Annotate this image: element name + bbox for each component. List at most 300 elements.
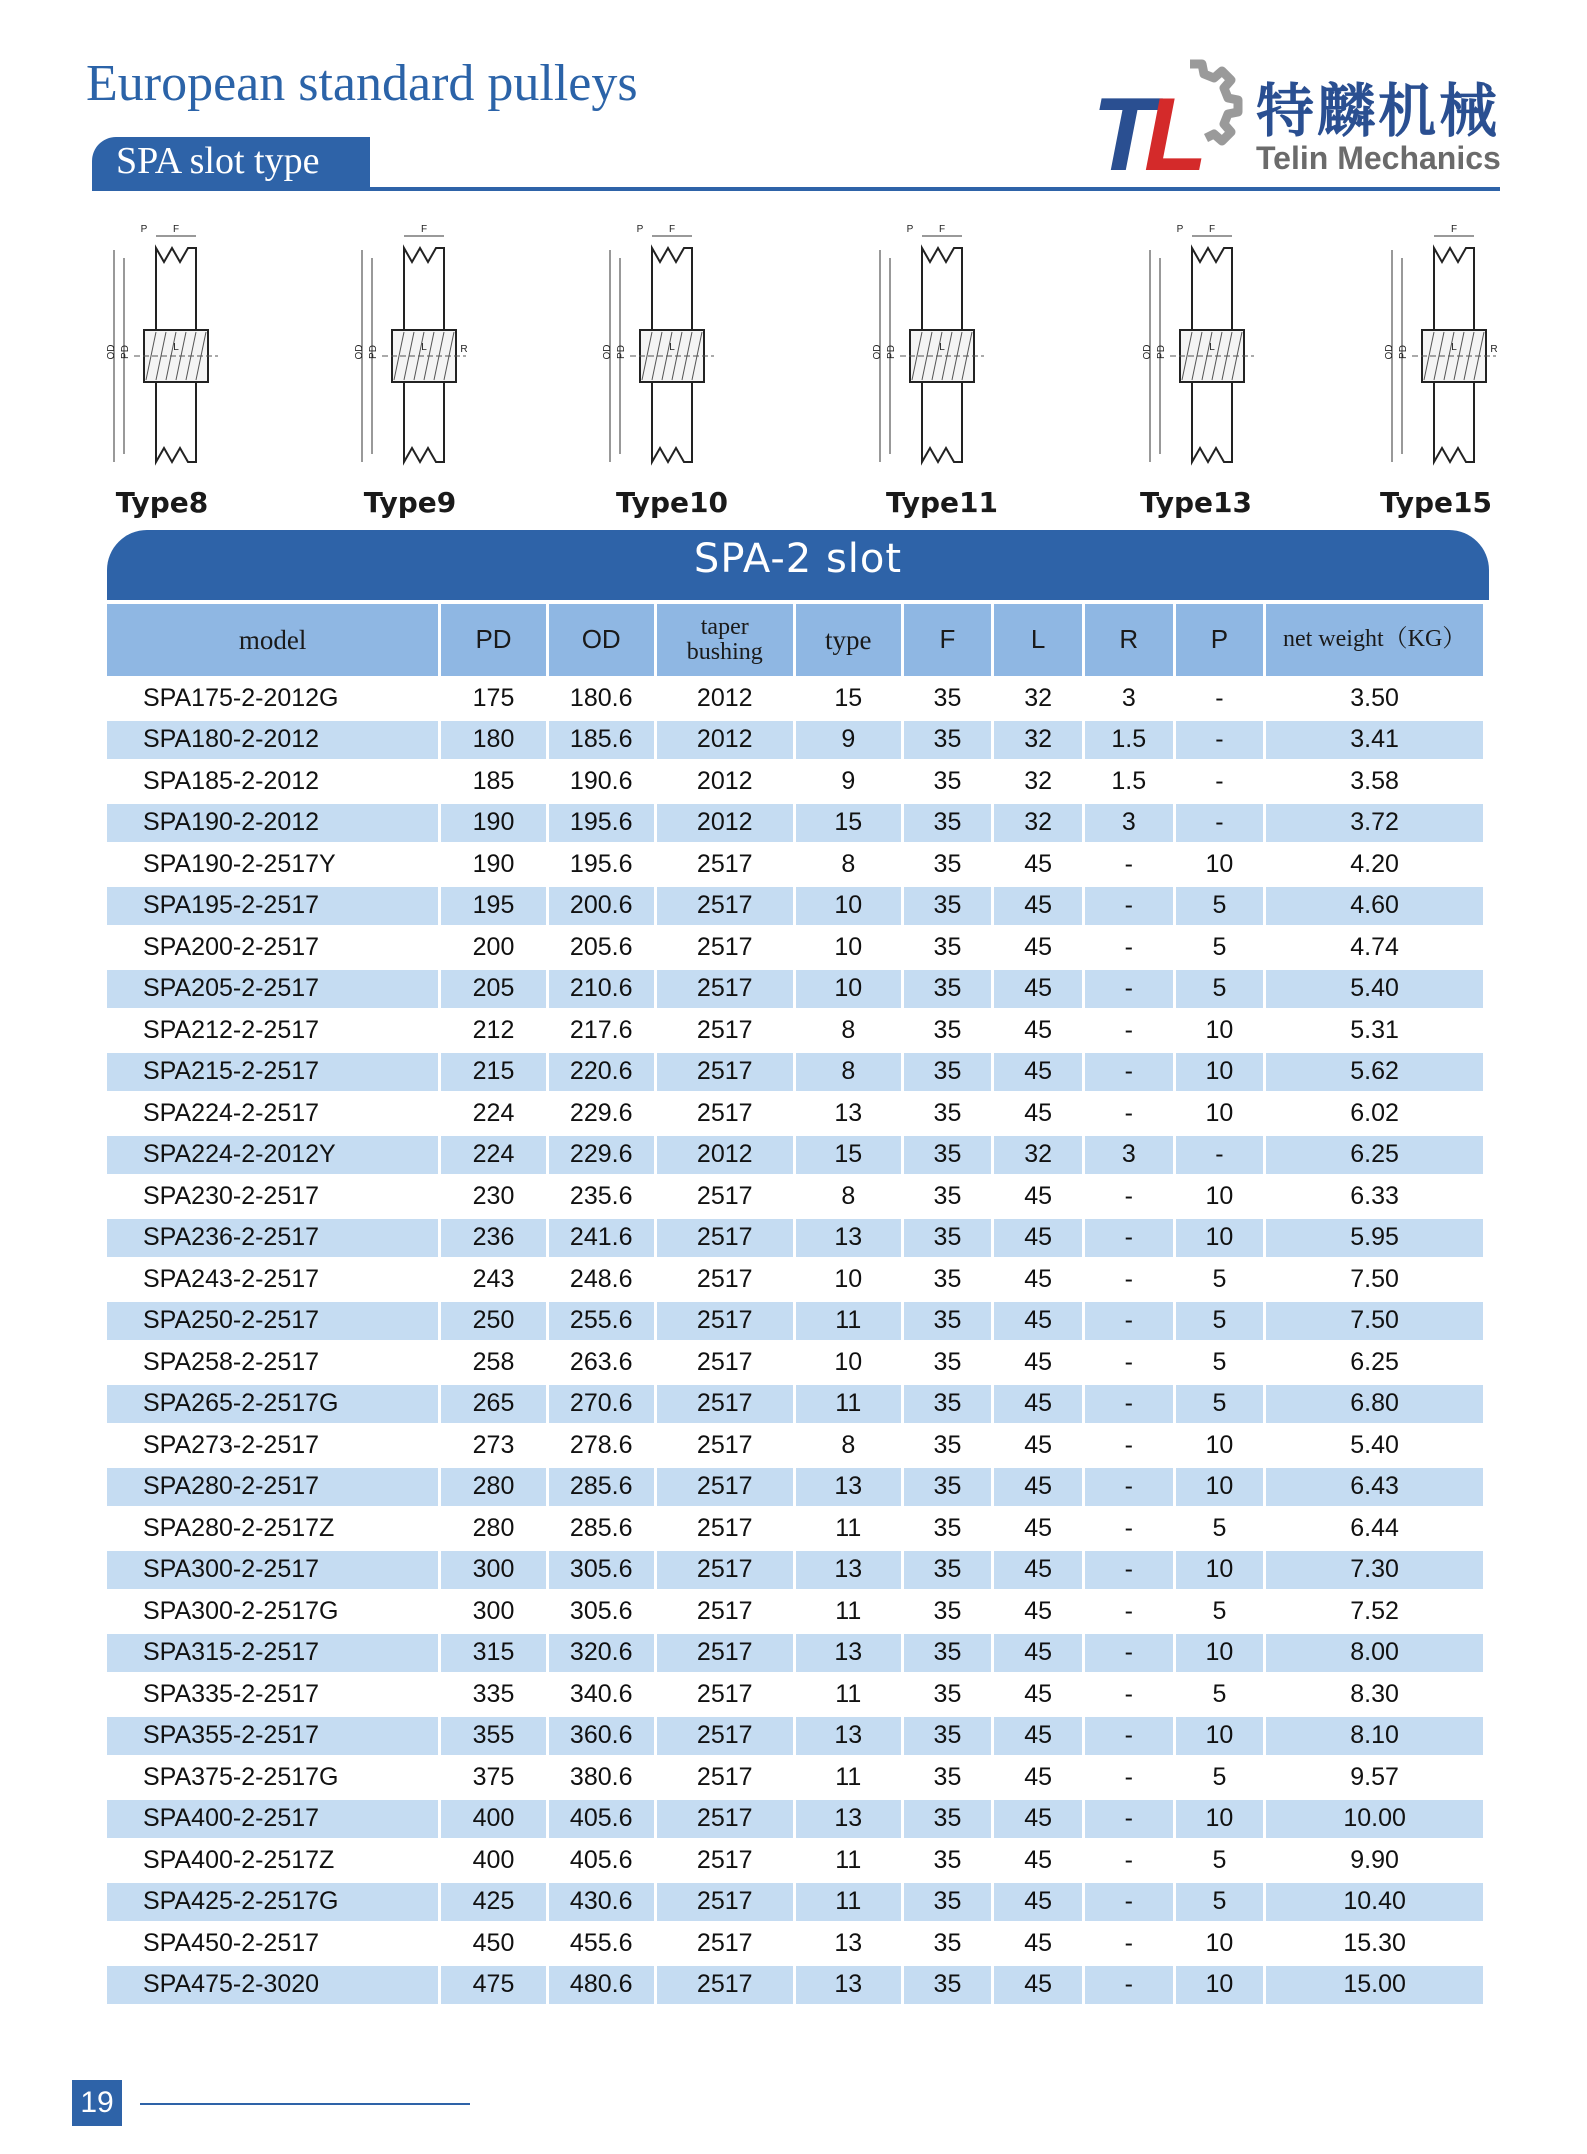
cell-l: 45 <box>994 1423 1082 1465</box>
p-mark: P <box>140 224 148 235</box>
cell-model: SPA190-2-2012 <box>107 801 438 843</box>
cell-l: 45 <box>994 1174 1082 1216</box>
cell-model: SPA224-2-2012Y <box>107 1133 438 1175</box>
cell-l: 45 <box>994 967 1082 1009</box>
header-divider <box>92 187 1500 191</box>
cell-l: 45 <box>994 1091 1082 1133</box>
cell-type: 11 <box>796 1589 901 1631</box>
cell-type: 13 <box>796 1091 901 1133</box>
cell-pd: 258 <box>441 1340 546 1382</box>
cell-r: - <box>1085 1631 1173 1673</box>
page-number: 19 <box>80 2086 114 2119</box>
cell-l: 45 <box>994 1465 1082 1507</box>
cell-p: 5 <box>1176 967 1264 1009</box>
cell-type: 8 <box>796 1008 901 1050</box>
cell-pd: 190 <box>441 842 546 884</box>
cell-r: - <box>1085 1548 1173 1590</box>
cell-type: 15 <box>796 1133 901 1175</box>
cell-f: 35 <box>904 1091 992 1133</box>
cell-net-weight: 8.00 <box>1266 1631 1483 1673</box>
type-label: Type10 <box>615 486 729 519</box>
cell-od: 270.6 <box>549 1382 654 1424</box>
cell-p: - <box>1176 801 1264 843</box>
cell-pd: 400 <box>441 1797 546 1839</box>
col-header-pd: PD <box>441 604 546 676</box>
cell-l: 45 <box>994 1631 1082 1673</box>
cell-l: 32 <box>994 759 1082 801</box>
cell-model: SPA315-2-2517 <box>107 1631 438 1673</box>
cell-taper-bushing: 2012 <box>657 1133 793 1175</box>
cell-net-weight: 6.44 <box>1266 1506 1483 1548</box>
cell-type: 11 <box>796 1838 901 1880</box>
od-mark: OD <box>354 344 365 360</box>
cell-r: 1.5 <box>1085 718 1173 760</box>
cell-net-weight: 10.40 <box>1266 1880 1483 1922</box>
cell-type: 11 <box>796 1382 901 1424</box>
cell-model: SPA200-2-2517 <box>107 925 438 967</box>
cell-model: SPA355-2-2517 <box>107 1714 438 1756</box>
col-header-taper-bushing <box>657 604 793 676</box>
cell-net-weight: 5.62 <box>1266 1050 1483 1092</box>
cell-type: 8 <box>796 1050 901 1092</box>
cell-r: 3 <box>1085 1133 1173 1175</box>
cell-f: 35 <box>904 1340 992 1382</box>
cell-p: 5 <box>1176 884 1264 926</box>
cell-pd: 224 <box>441 1133 546 1175</box>
f-mark: F <box>172 224 180 235</box>
cell-l: 45 <box>994 1008 1082 1050</box>
cell-p: 10 <box>1176 1465 1264 1507</box>
cell-net-weight: 9.90 <box>1266 1838 1483 1880</box>
table-header-row <box>107 604 1483 676</box>
cell-net-weight: 3.58 <box>1266 759 1483 801</box>
cell-l: 45 <box>994 1299 1082 1341</box>
cell-p: 5 <box>1176 1755 1264 1797</box>
cell-taper-bushing: 2517 <box>657 842 793 884</box>
cell-f: 35 <box>904 1797 992 1839</box>
cell-l: 45 <box>994 1880 1082 1922</box>
cell-pd: 205 <box>441 967 546 1009</box>
cell-pd: 315 <box>441 1631 546 1673</box>
cell-l: 45 <box>994 1921 1082 1963</box>
cell-net-weight: 5.40 <box>1266 967 1483 1009</box>
cell-model: SPA300-2-2517G <box>107 1589 438 1631</box>
cell-f: 35 <box>904 1838 992 1880</box>
cell-type: 11 <box>796 1672 901 1714</box>
cell-taper-bushing: 2517 <box>657 1423 793 1465</box>
cell-pd: 335 <box>441 1672 546 1714</box>
cell-p: - <box>1176 759 1264 801</box>
cell-model: SPA185-2-2012 <box>107 759 438 801</box>
pulley-diagram-6 <box>1382 222 1512 472</box>
cell-r: - <box>1085 1755 1173 1797</box>
cell-net-weight: 10.00 <box>1266 1797 1483 1839</box>
p-mark: P <box>906 224 914 235</box>
cell-r: - <box>1085 1008 1173 1050</box>
pd-mark: PD <box>616 345 627 359</box>
cell-od: 360.6 <box>549 1714 654 1756</box>
cell-r: - <box>1085 1299 1173 1341</box>
cell-r: 1.5 <box>1085 759 1173 801</box>
cell-r: - <box>1085 1506 1173 1548</box>
cell-r: - <box>1085 842 1173 884</box>
cell-f: 35 <box>904 1216 992 1258</box>
cell-type: 8 <box>796 1423 901 1465</box>
cell-od: 305.6 <box>549 1548 654 1590</box>
cell-l: 45 <box>994 842 1082 884</box>
cell-f: 35 <box>904 1174 992 1216</box>
cell-net-weight: 7.50 <box>1266 1257 1483 1299</box>
r-mark: R <box>1490 344 1498 355</box>
cell-l: 45 <box>994 925 1082 967</box>
cell-pd: 280 <box>441 1506 546 1548</box>
cell-f: 35 <box>904 842 992 884</box>
cell-f: 35 <box>904 1008 992 1050</box>
table-row <box>107 1340 1483 1382</box>
pd-mark: PD <box>1156 345 1167 359</box>
cell-f: 35 <box>904 759 992 801</box>
cell-net-weight: 4.74 <box>1266 925 1483 967</box>
cell-type: 15 <box>796 676 901 718</box>
cell-r: - <box>1085 1216 1173 1258</box>
col-header-f: F <box>904 604 992 676</box>
cell-f: 35 <box>904 1465 992 1507</box>
cell-l: 32 <box>994 676 1082 718</box>
table-row <box>107 1382 1483 1424</box>
cell-type: 13 <box>796 1631 901 1673</box>
cell-od: 195.6 <box>549 801 654 843</box>
l-mark: L <box>669 342 675 353</box>
cell-type: 13 <box>796 1548 901 1590</box>
cell-p: 5 <box>1176 1382 1264 1424</box>
table-row <box>107 1465 1483 1507</box>
cell-model: SPA224-2-2517 <box>107 1091 438 1133</box>
f-mark: F <box>668 224 676 235</box>
cell-taper-bushing: 2517 <box>657 884 793 926</box>
cell-r: - <box>1085 1174 1173 1216</box>
cell-od: 195.6 <box>549 842 654 884</box>
cell-f: 35 <box>904 925 992 967</box>
cell-f: 35 <box>904 1299 992 1341</box>
cell-model: SPA215-2-2517 <box>107 1050 438 1092</box>
cell-taper-bushing: 2012 <box>657 718 793 760</box>
cell-r: 3 <box>1085 676 1173 718</box>
cell-l: 45 <box>994 1838 1082 1880</box>
cell-type: 13 <box>796 1216 901 1258</box>
cell-od: 455.6 <box>549 1921 654 1963</box>
od-mark: OD <box>602 344 613 360</box>
cell-od: 235.6 <box>549 1174 654 1216</box>
pd-mark: PD <box>1398 345 1409 359</box>
cell-taper-bushing: 2517 <box>657 1506 793 1548</box>
cell-net-weight: 3.72 <box>1266 801 1483 843</box>
cell-taper-bushing: 2517 <box>657 1755 793 1797</box>
cell-r: - <box>1085 1050 1173 1092</box>
cell-model: SPA375-2-2517G <box>107 1755 438 1797</box>
cell-p: 10 <box>1176 1050 1264 1092</box>
col-header-model: model <box>107 604 438 676</box>
cell-pd: 250 <box>441 1299 546 1341</box>
type-label: Type11 <box>885 486 999 519</box>
cell-pd: 355 <box>441 1714 546 1756</box>
cell-f: 35 <box>904 1589 992 1631</box>
cell-taper-bushing: 2517 <box>657 1465 793 1507</box>
cell-p: 10 <box>1176 1548 1264 1590</box>
cell-l: 45 <box>994 1797 1082 1839</box>
cell-od: 430.6 <box>549 1880 654 1922</box>
cell-p: - <box>1176 1133 1264 1175</box>
cell-r: - <box>1085 1672 1173 1714</box>
type-label: Type8 <box>115 486 209 519</box>
table-row <box>107 1008 1483 1050</box>
page-title: European standard pulleys <box>86 55 638 112</box>
cell-r: - <box>1085 1589 1173 1631</box>
table-row <box>107 1755 1483 1797</box>
cell-taper-bushing: 2012 <box>657 801 793 843</box>
cell-l: 45 <box>994 1755 1082 1797</box>
cell-pd: 300 <box>441 1589 546 1631</box>
cell-type: 11 <box>796 1299 901 1341</box>
cell-r: 3 <box>1085 801 1173 843</box>
cell-od: 255.6 <box>549 1299 654 1341</box>
r-mark: R <box>460 344 468 355</box>
table-row <box>107 1880 1483 1922</box>
l-mark: L <box>173 342 179 353</box>
cell-model: SPA230-2-2517 <box>107 1174 438 1216</box>
cell-r: - <box>1085 1797 1173 1839</box>
cell-p: 10 <box>1176 842 1264 884</box>
cell-r: - <box>1085 1838 1173 1880</box>
f-mark: F <box>420 224 428 235</box>
cell-p: 5 <box>1176 1880 1264 1922</box>
cell-pd: 224 <box>441 1091 546 1133</box>
cell-net-weight: 6.02 <box>1266 1091 1483 1133</box>
cell-net-weight: 4.60 <box>1266 884 1483 926</box>
table-row <box>107 884 1483 926</box>
cell-pd: 300 <box>441 1548 546 1590</box>
pulley-diagram-5 <box>1140 222 1270 472</box>
logo-letter-l: L <box>1144 77 1208 188</box>
pd-mark: PD <box>368 345 379 359</box>
cell-f: 35 <box>904 1672 992 1714</box>
cell-taper-bushing: 2517 <box>657 1548 793 1590</box>
cell-f: 35 <box>904 718 992 760</box>
pulley-diagram-1 <box>104 222 234 472</box>
cell-taper-bushing: 2517 <box>657 1174 793 1216</box>
cell-taper-bushing: 2517 <box>657 1921 793 1963</box>
section-subtitle: SPA slot type <box>116 140 320 182</box>
l-mark: L <box>1209 342 1215 353</box>
col-header-p: P <box>1176 604 1264 676</box>
table-row <box>107 1921 1483 1963</box>
cell-taper-bushing: 2517 <box>657 1382 793 1424</box>
cell-pd: 175 <box>441 676 546 718</box>
cell-od: 229.6 <box>549 1133 654 1175</box>
cell-od: 285.6 <box>549 1506 654 1548</box>
cell-taper-bushing: 2517 <box>657 1631 793 1673</box>
cell-od: 340.6 <box>549 1672 654 1714</box>
cell-taper-bushing: 2517 <box>657 1216 793 1258</box>
cell-taper-bushing: 2517 <box>657 1091 793 1133</box>
cell-taper-bushing: 2517 <box>657 1008 793 1050</box>
cell-net-weight: 5.95 <box>1266 1216 1483 1258</box>
table-row <box>107 1963 1483 2005</box>
cell-net-weight: 8.30 <box>1266 1672 1483 1714</box>
cell-f: 35 <box>904 1423 992 1465</box>
table-row <box>107 925 1483 967</box>
cell-net-weight: 3.50 <box>1266 676 1483 718</box>
cell-p: 5 <box>1176 1838 1264 1880</box>
cell-f: 35 <box>904 1963 992 2005</box>
cell-net-weight: 5.31 <box>1266 1008 1483 1050</box>
type-label: Type15 <box>1379 486 1493 519</box>
cell-p: 10 <box>1176 1423 1264 1465</box>
table-row <box>107 676 1483 718</box>
company-logo <box>1090 58 1250 188</box>
cell-type: 10 <box>796 1340 901 1382</box>
cell-model: SPA265-2-2517G <box>107 1382 438 1424</box>
cell-model: SPA335-2-2517 <box>107 1672 438 1714</box>
cell-l: 45 <box>994 1257 1082 1299</box>
cell-model: SPA258-2-2517 <box>107 1340 438 1382</box>
cell-pd: 215 <box>441 1050 546 1092</box>
cell-taper-bushing: 2517 <box>657 1672 793 1714</box>
cell-type: 9 <box>796 759 901 801</box>
cell-od: 380.6 <box>549 1755 654 1797</box>
brand-name-chinese: 特麟机械 <box>1256 77 1501 145</box>
cell-f: 35 <box>904 1050 992 1092</box>
cell-l: 45 <box>994 1382 1082 1424</box>
od-mark: OD <box>1142 344 1153 360</box>
cell-taper-bushing: 2517 <box>657 1340 793 1382</box>
cell-pd: 450 <box>441 1921 546 1963</box>
cell-pd: 230 <box>441 1174 546 1216</box>
cell-od: 180.6 <box>549 676 654 718</box>
cell-r: - <box>1085 1091 1173 1133</box>
cell-net-weight: 6.25 <box>1266 1133 1483 1175</box>
cell-type: 13 <box>796 1465 901 1507</box>
cell-model: SPA236-2-2517 <box>107 1216 438 1258</box>
col-header-r: R <box>1085 604 1173 676</box>
cell-od: 200.6 <box>549 884 654 926</box>
table-row <box>107 1548 1483 1590</box>
col-header-taper-line2: bushing <box>686 639 763 665</box>
od-mark: OD <box>872 344 883 360</box>
cell-net-weight: 8.10 <box>1266 1714 1483 1756</box>
pulley-diagram-2 <box>352 222 482 472</box>
cell-type: 8 <box>796 842 901 884</box>
pulley-diagram-3 <box>600 222 730 472</box>
cell-f: 35 <box>904 1631 992 1673</box>
cell-pd: 375 <box>441 1755 546 1797</box>
cell-f: 35 <box>904 1506 992 1548</box>
spa-2-slot-table <box>104 604 1486 2004</box>
cell-taper-bushing: 2517 <box>657 925 793 967</box>
table-row <box>107 1797 1483 1839</box>
cell-p: 10 <box>1176 1091 1264 1133</box>
l-mark: L <box>939 342 945 353</box>
col-header-type: type <box>796 604 901 676</box>
table-title: SPA-2 slot <box>693 536 903 582</box>
table-row <box>107 967 1483 1009</box>
cell-pd: 265 <box>441 1382 546 1424</box>
cell-r: - <box>1085 1257 1173 1299</box>
cell-model: SPA212-2-2517 <box>107 1008 438 1050</box>
cell-type: 10 <box>796 967 901 1009</box>
cell-type: 10 <box>796 884 901 926</box>
cell-net-weight: 15.30 <box>1266 1921 1483 1963</box>
table-row <box>107 1631 1483 1673</box>
cell-f: 35 <box>904 801 992 843</box>
cell-p: 5 <box>1176 1299 1264 1341</box>
cell-r: - <box>1085 1880 1173 1922</box>
cell-pd: 195 <box>441 884 546 926</box>
cell-taper-bushing: 2012 <box>657 759 793 801</box>
cell-type: 13 <box>796 1714 901 1756</box>
cell-p: 5 <box>1176 1340 1264 1382</box>
cell-r: - <box>1085 1340 1173 1382</box>
table-row <box>107 1672 1483 1714</box>
cell-model: SPA450-2-2517 <box>107 1921 438 1963</box>
l-mark: L <box>1451 342 1457 353</box>
cell-od: 278.6 <box>549 1423 654 1465</box>
cell-r: - <box>1085 925 1173 967</box>
cell-taper-bushing: 2517 <box>657 1050 793 1092</box>
table-row <box>107 1133 1483 1175</box>
cell-od: 185.6 <box>549 718 654 760</box>
cell-l: 45 <box>994 1589 1082 1631</box>
cell-f: 35 <box>904 1755 992 1797</box>
cell-type: 13 <box>796 1797 901 1839</box>
cell-p: 10 <box>1176 1008 1264 1050</box>
cell-net-weight: 9.57 <box>1266 1755 1483 1797</box>
cell-r: - <box>1085 967 1173 1009</box>
table-row <box>107 801 1483 843</box>
cell-r: - <box>1085 1963 1173 2005</box>
cell-p: 5 <box>1176 1672 1264 1714</box>
cell-pd: 185 <box>441 759 546 801</box>
cell-type: 13 <box>796 1921 901 1963</box>
cell-l: 45 <box>994 884 1082 926</box>
cell-net-weight: 6.43 <box>1266 1465 1483 1507</box>
cell-p: 5 <box>1176 1589 1264 1631</box>
cell-r: - <box>1085 1382 1173 1424</box>
cell-pd: 425 <box>441 1880 546 1922</box>
cell-f: 35 <box>904 1382 992 1424</box>
cell-model: SPA205-2-2517 <box>107 967 438 1009</box>
footer-divider <box>140 2103 470 2105</box>
cell-f: 35 <box>904 967 992 1009</box>
table-row <box>107 1050 1483 1092</box>
cell-l: 32 <box>994 801 1082 843</box>
cell-l: 32 <box>994 718 1082 760</box>
table-row <box>107 1257 1483 1299</box>
table-row <box>107 1299 1483 1341</box>
cell-type: 10 <box>796 1257 901 1299</box>
cell-pd: 200 <box>441 925 546 967</box>
table-title-banner <box>107 530 1489 600</box>
cell-r: - <box>1085 884 1173 926</box>
cell-p: 10 <box>1176 1963 1264 2005</box>
cell-r: - <box>1085 1714 1173 1756</box>
cell-type: 8 <box>796 1174 901 1216</box>
table-row <box>107 1216 1483 1258</box>
cell-l: 45 <box>994 1963 1082 2005</box>
cell-taper-bushing: 2517 <box>657 1797 793 1839</box>
page-number-box <box>72 2080 122 2126</box>
cell-model: SPA400-2-2517 <box>107 1797 438 1839</box>
cell-od: 248.6 <box>549 1257 654 1299</box>
